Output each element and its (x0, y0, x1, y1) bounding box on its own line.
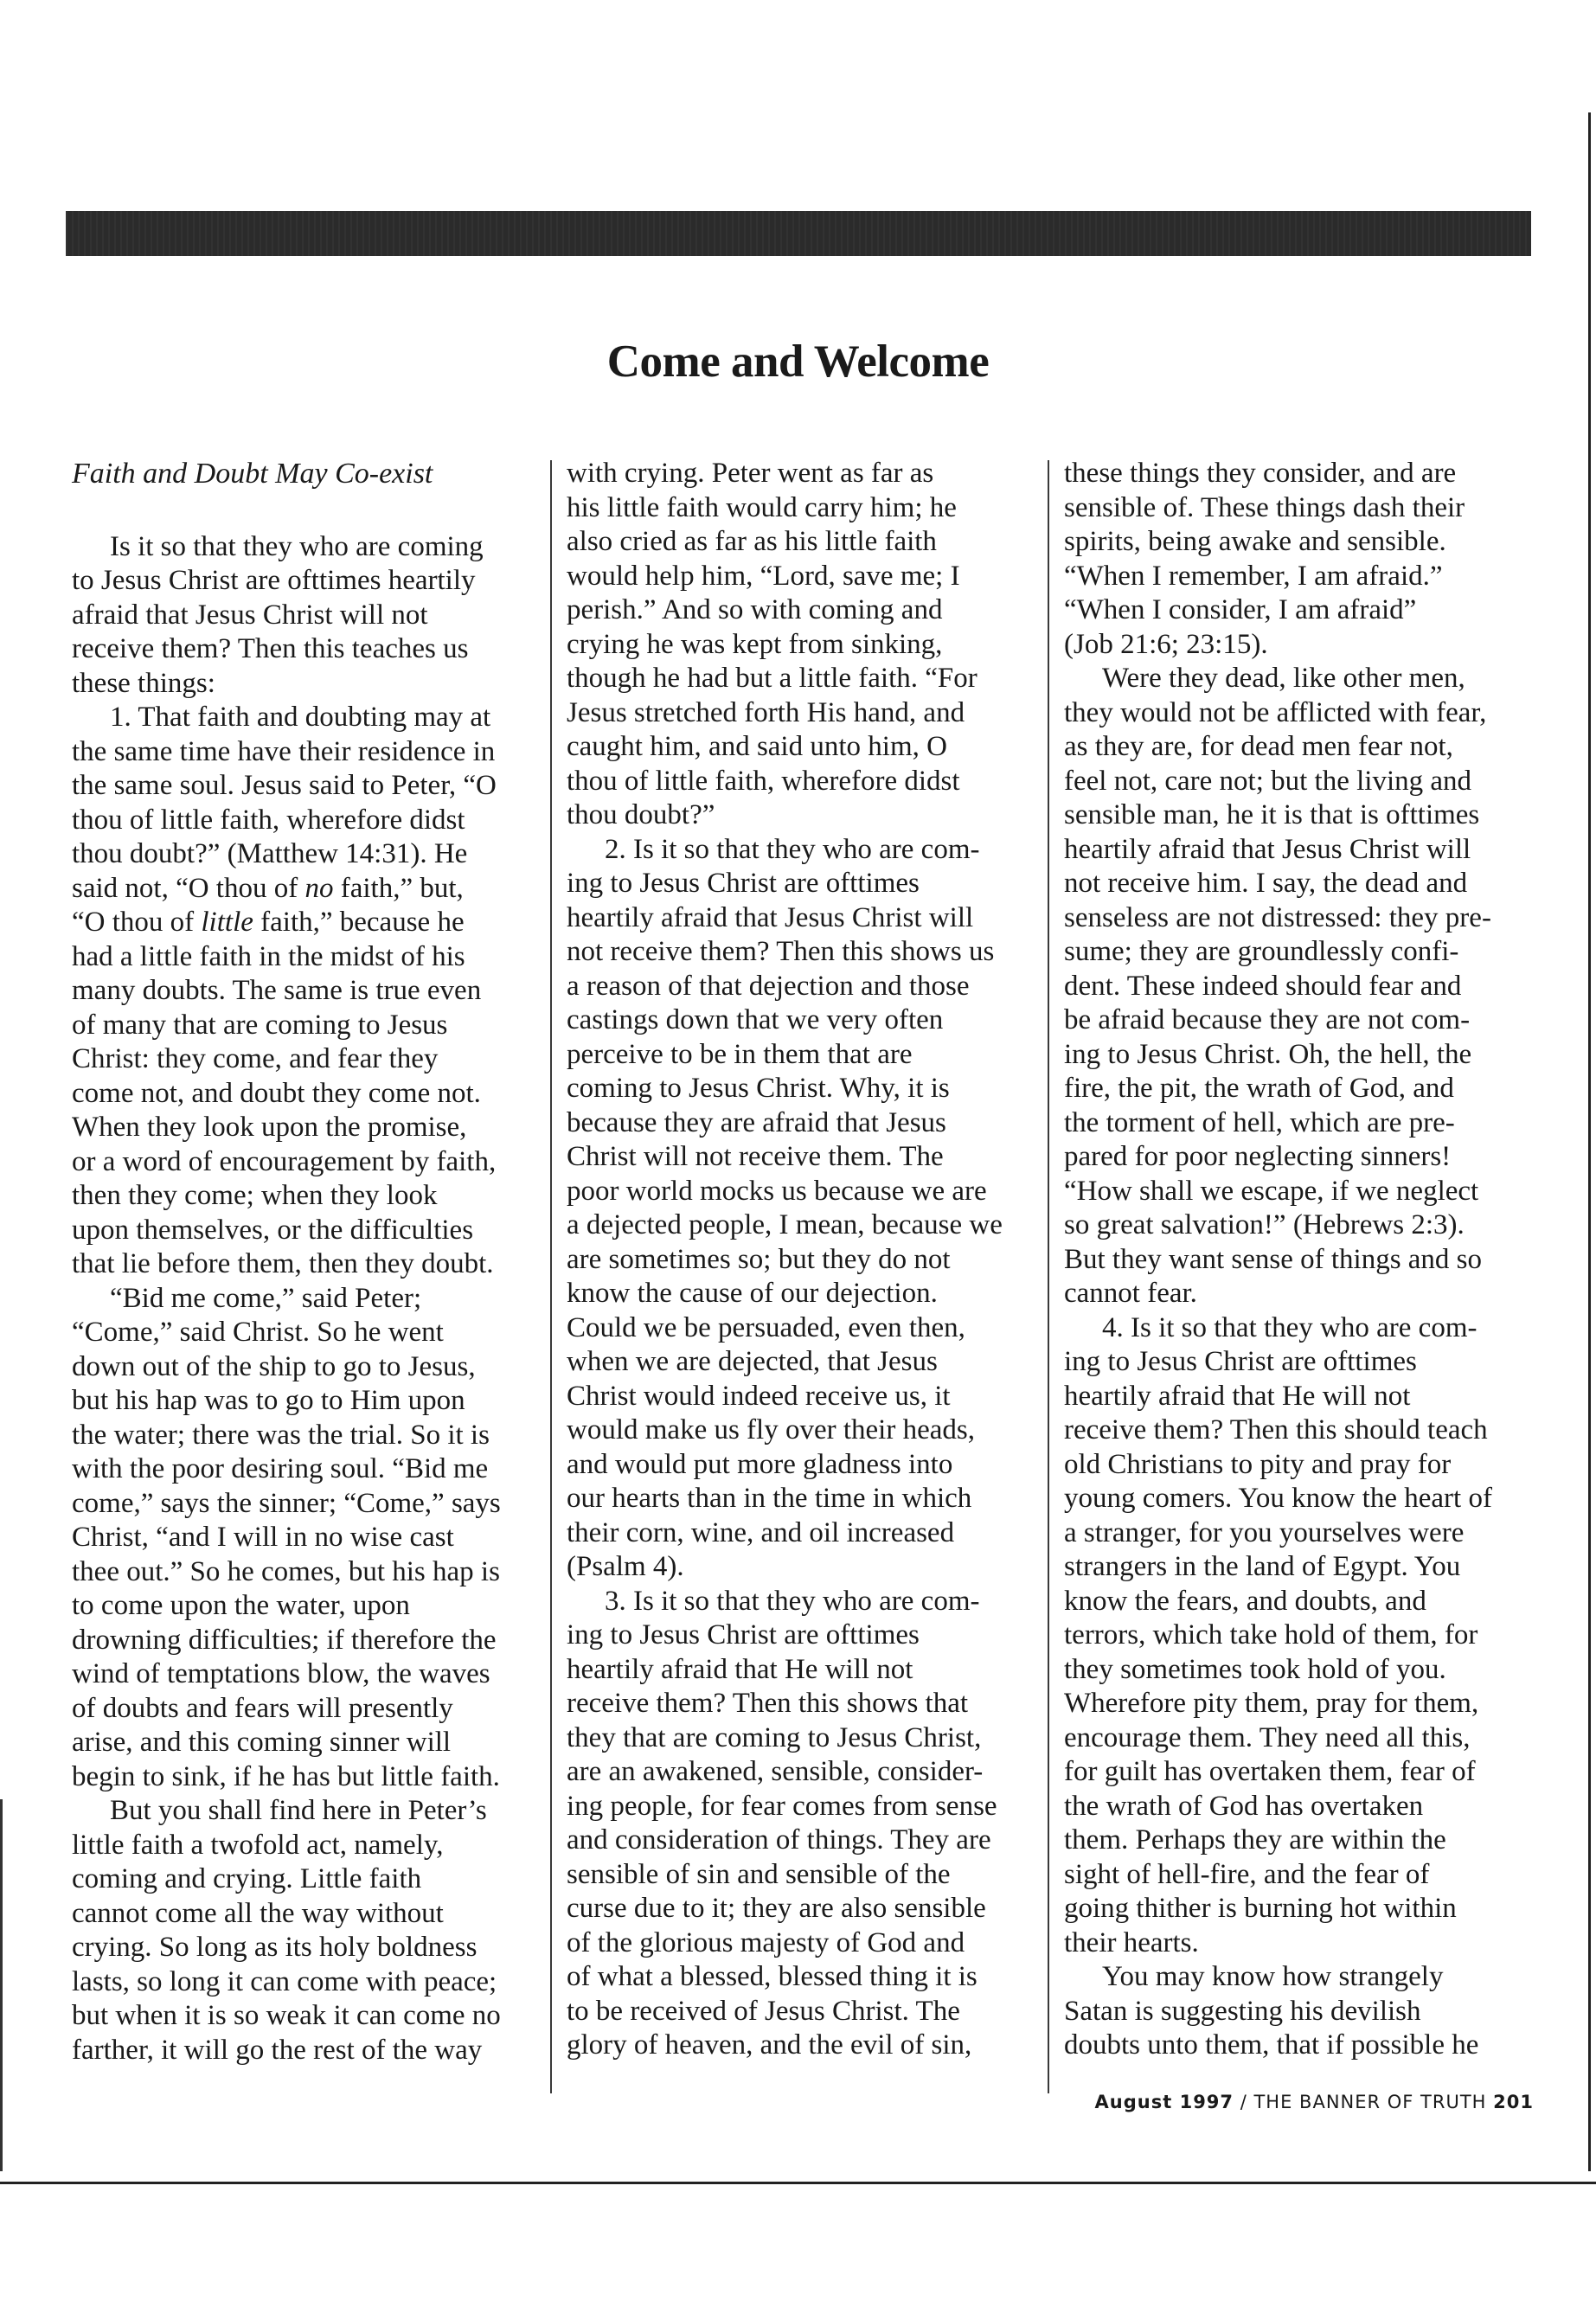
page-edge-right (1588, 112, 1591, 2171)
text-line: these things: (72, 667, 215, 699)
text-line: with crying. Peter went as far as (567, 458, 934, 489)
text-line: thou of little faith, wherefore didst (567, 765, 960, 797)
text-line: a dejected people, I mean, because we (567, 1209, 1003, 1240)
text-line: Christ would indeed receive us, it (567, 1380, 951, 1412)
page-number: 201 (1493, 2092, 1534, 2112)
text-line: not receive them? Then this shows us (567, 936, 995, 967)
text-line: would help him, “Lord, save me; I (567, 560, 960, 592)
text-line: sensible of sin and sensible of the (567, 1858, 951, 1890)
page-edge-left (0, 1799, 3, 2171)
text-line: “Bid me come,” said Peter; (110, 1282, 422, 1314)
text-line: them. Perhaps they are within the (1064, 1824, 1446, 1856)
text-line: sume; they are groundlessly confi- (1064, 936, 1459, 967)
text-line: old Christians to pity and pray for (1064, 1448, 1452, 1480)
text-line: and consideration of things. They are (567, 1824, 991, 1856)
text-line: heartily afraid that He will not (567, 1653, 913, 1685)
page-edge-bottom (0, 2182, 1596, 2184)
text-line: heartily afraid that Jesus Christ will (1064, 833, 1471, 865)
text-line: so great salvation!” (Hebrews 2:3). (1064, 1209, 1465, 1240)
text-line: “Come,” said Christ. So he went (72, 1317, 444, 1348)
text-line: they that are coming to Jesus Christ, (567, 1721, 982, 1753)
text-line: But they want sense of things and so (1064, 1243, 1483, 1275)
text-line: afraid that Jesus Christ will not (72, 599, 428, 631)
text-line: encourage them. They need all this, (1064, 1721, 1471, 1753)
text-line: “When I consider, I am afraid” (1064, 594, 1417, 625)
text-line: Wherefore pity them, pray for them, (1064, 1688, 1479, 1719)
text-line: (Psalm 4). (567, 1551, 684, 1582)
text-line: their corn, wine, and oil increased (567, 1516, 955, 1548)
text-line: are an awakened, sensible, consider- (567, 1756, 984, 1787)
text-line: 1. That faith and doubting may at (110, 702, 491, 733)
text-line: coming and crying. Little faith (72, 1863, 422, 1894)
text-line: 4. Is it so that they who are com- (1102, 1311, 1477, 1343)
text-line: “O thou of little faith,” because he (72, 907, 465, 938)
text-line: Is it so that they who are coming (110, 530, 484, 562)
text-line: coming to Jesus Christ. Why, it is (567, 1073, 950, 1104)
text-line: perish.” And so with coming and (567, 594, 943, 625)
text-line: are sometimes so; but they do not (567, 1243, 951, 1275)
text-line: but when it is so weak it can come no (72, 2000, 501, 2031)
text-line: Satan is suggesting his devilish (1064, 1995, 1421, 2027)
text-line: then they come; when they look (72, 1180, 438, 1211)
text-line: know the fears, and doubts, and (1064, 1585, 1426, 1617)
text-line: also cried as far as his little faith (567, 526, 937, 557)
text-line: receive them? Then this teaches us (72, 633, 469, 664)
text-line: but his hap was to go to Him upon (72, 1385, 465, 1416)
text-line: the torment of hell, which are pre- (1064, 1106, 1455, 1138)
text-line: these things they consider, and are (1064, 458, 1457, 489)
text-line: sensible man, he it is that is ofttimes (1064, 799, 1480, 830)
text-line: had a little faith in the midst of his (72, 940, 465, 972)
text-line: thou of little faith, wherefore didst (72, 804, 465, 836)
footer-separator: / (1240, 2092, 1247, 2112)
text-line: to be received of Jesus Christ. The (567, 1995, 960, 2027)
text-line: the same soul. Jesus said to Peter, “O (72, 770, 497, 801)
text-line: arise, and this coming sinner will (72, 1727, 452, 1758)
text-line: dent. These indeed should fear and (1064, 970, 1462, 1002)
column-divider-2 (1048, 460, 1049, 2093)
text-line: thee out.” So he comes, but his hap is (72, 1555, 500, 1587)
text-line: down out of the ship to go to Jesus, (72, 1350, 476, 1382)
text-line: come,” says the sinner; “Come,” says (72, 1487, 501, 1519)
text-line: and would put more gladness into (567, 1448, 953, 1480)
text-line: to Jesus Christ are ofttimes heartily (72, 565, 476, 596)
header-bar (66, 211, 1531, 256)
text-line: fire, the pit, the wrath of God, and (1064, 1073, 1454, 1104)
text-line: his little faith would carry him; he (567, 491, 957, 523)
text-line: a reason of that dejection and those (567, 970, 970, 1002)
publication-name: THE BANNER OF TRUTH (1253, 2092, 1487, 2112)
text-line: sight of hell-fire, and the fear of (1064, 1858, 1430, 1890)
issue-date: August 1997 (1094, 2092, 1234, 2112)
text-line: thou doubt?” (Matthew 14:31). He (72, 838, 468, 869)
text-line: crying he was kept from sinking, (567, 628, 943, 660)
column-3 (1064, 457, 1535, 2063)
text-line: not receive him. I say, the dead and (1064, 868, 1468, 899)
column-divider-1 (550, 460, 552, 2093)
text-line: be afraid because they are not com- (1064, 1004, 1471, 1035)
text-line: sensible of. These things dash their (1064, 491, 1465, 523)
text-line: 3. Is it so that they who are com- (605, 1585, 980, 1617)
text-line: Christ: they come, and fear they (72, 1043, 439, 1074)
text-line: many doubts. The same is true even (72, 975, 482, 1006)
text-line: Were they dead, like other men, (1102, 663, 1465, 694)
text-line: of many that are coming to Jesus (72, 1009, 448, 1041)
text-line: to come upon the water, upon (72, 1590, 410, 1621)
text-line: young comers. You know the heart of (1064, 1483, 1492, 1514)
text-line: the wrath of God has overtaken (1064, 1790, 1424, 1822)
text-line: ing to Jesus Christ are ofttimes (567, 868, 920, 899)
text-line: crying. So long as its holy boldness (72, 1932, 478, 1963)
text-line: because they are afraid that Jesus (567, 1106, 946, 1138)
text-line: spirits, being awake and sensible. (1064, 526, 1446, 557)
text-line: senseless are not distressed: they pre- (1064, 901, 1491, 933)
text-line: Christ, “and I will in no wise cast (72, 1522, 454, 1553)
text-line: their hearts. (1064, 1926, 1199, 1958)
text-line: when we are dejected, that Jesus (567, 1346, 938, 1377)
page-footer (1064, 2092, 1534, 2112)
text-line: said not, “O thou of no faith,” but, (72, 872, 464, 904)
text-line: lasts, so long it can come with peace; (72, 1965, 497, 1997)
text-line: as they are, for dead men fear not, (1064, 731, 1453, 762)
text-line: ing to Jesus Christ are ofttimes (1064, 1346, 1417, 1377)
text-line: would make us fly over their heads, (567, 1414, 975, 1445)
text-line: pared for poor neglecting sinners! (1064, 1141, 1452, 1172)
text-line: “When I remember, I am afraid.” (1064, 560, 1443, 592)
text-line: (Job 21:6; 23:15). (1064, 628, 1268, 660)
text-line: for guilt has overtaken them, fear of (1064, 1756, 1476, 1787)
text-line: upon themselves, or the difficulties (72, 1214, 474, 1246)
text-line: heartily afraid that He will not (1064, 1380, 1411, 1412)
text-line: ing to Jesus Christ are ofttimes (567, 1619, 920, 1650)
text-line: the water; there was the trial. So it is (72, 1419, 490, 1451)
text-line: castings down that we very often (567, 1004, 944, 1035)
text-line: receive them? Then this should teach (1064, 1414, 1488, 1445)
text-line: though he had but a little faith. “For (567, 663, 977, 694)
text-line: glory of heaven, and the evil of sin, (567, 2029, 972, 2061)
text-line: Could we be persuaded, even then, (567, 1311, 965, 1343)
text-line: cannot come all the way without (72, 1897, 444, 1929)
text-line: “How shall we escape, if we neglect (1064, 1175, 1479, 1207)
article-title: Come and Welcome (606, 336, 990, 387)
text-line: terrors, which take hold of them, for (1064, 1619, 1478, 1650)
text-line: with the poor desiring soul. “Bid me (72, 1453, 489, 1484)
text-line: receive them? Then this shows that (567, 1688, 969, 1719)
text-line: perceive to be in them that are (567, 1038, 913, 1070)
text-line: they would not be afflicted with fear, (1064, 696, 1487, 728)
text-line: going thither is burning hot within (1064, 1893, 1457, 1924)
text-line: cannot fear. (1064, 1278, 1197, 1309)
text-line: poor world mocks us because we are (567, 1175, 987, 1207)
text-line: caught him, and said unto him, O (567, 731, 947, 762)
text-line: Christ will not receive them. The (567, 1141, 944, 1172)
text-line: Jesus stretched forth His hand, and (567, 696, 965, 728)
text-line: You may know how strangely (1102, 1961, 1444, 1992)
text-line: or a word of encouragement by faith, (72, 1145, 497, 1177)
column-2 (567, 457, 1038, 2063)
text-line: wind of temptations blow, the waves (72, 1658, 490, 1689)
column-1 (72, 457, 535, 2067)
text-line: curse due to it; they are also sensible (567, 1893, 986, 1924)
text-line: strangers in the land of Egypt. You (1064, 1551, 1461, 1582)
text-line: come not, and doubt they come not. (72, 1077, 481, 1109)
text-line: of what a blessed, blessed thing it is (567, 1961, 977, 1992)
text-line: they sometimes took hold of you. (1064, 1653, 1446, 1685)
text-line: heartily afraid that Jesus Christ will (567, 901, 974, 933)
text-line: know the cause of our dejection. (567, 1278, 938, 1309)
text-line: ing to Jesus Christ. Oh, the hell, the (1064, 1038, 1472, 1070)
text-line: But you shall find here in Peter’s (110, 1795, 487, 1826)
text-line: of the glorious majesty of God and (567, 1926, 965, 1958)
text-line: 2. Is it so that they who are com- (605, 833, 980, 865)
text-line: feel not, care not; but the living and (1064, 765, 1472, 797)
text-line: that lie before them, then they doubt. (72, 1248, 494, 1279)
text-line: the same time have their residence in (72, 735, 496, 767)
text-line: drowning difficulties; if therefore the (72, 1624, 497, 1656)
text-line: farther, it will go the rest of the way (72, 2034, 483, 2066)
text-line: When they look upon the promise, (72, 1112, 467, 1143)
section-subheading: Faith and Doubt May Co-exist (72, 458, 433, 490)
text-line: doubts unto them, that if possible he (1064, 2029, 1479, 2061)
text-line: of doubts and fears will presently (72, 1692, 453, 1724)
text-line: our hearts than in the time in which (567, 1483, 972, 1514)
text-line: ing people, for fear comes from sense (567, 1790, 997, 1822)
text-line: little faith a twofold act, namely, (72, 1829, 444, 1861)
text-line: begin to sink, if he has but little faith. (72, 1760, 500, 1792)
text-line: thou doubt?” (567, 799, 715, 830)
text-line: a stranger, for you yourselves were (1064, 1516, 1465, 1548)
